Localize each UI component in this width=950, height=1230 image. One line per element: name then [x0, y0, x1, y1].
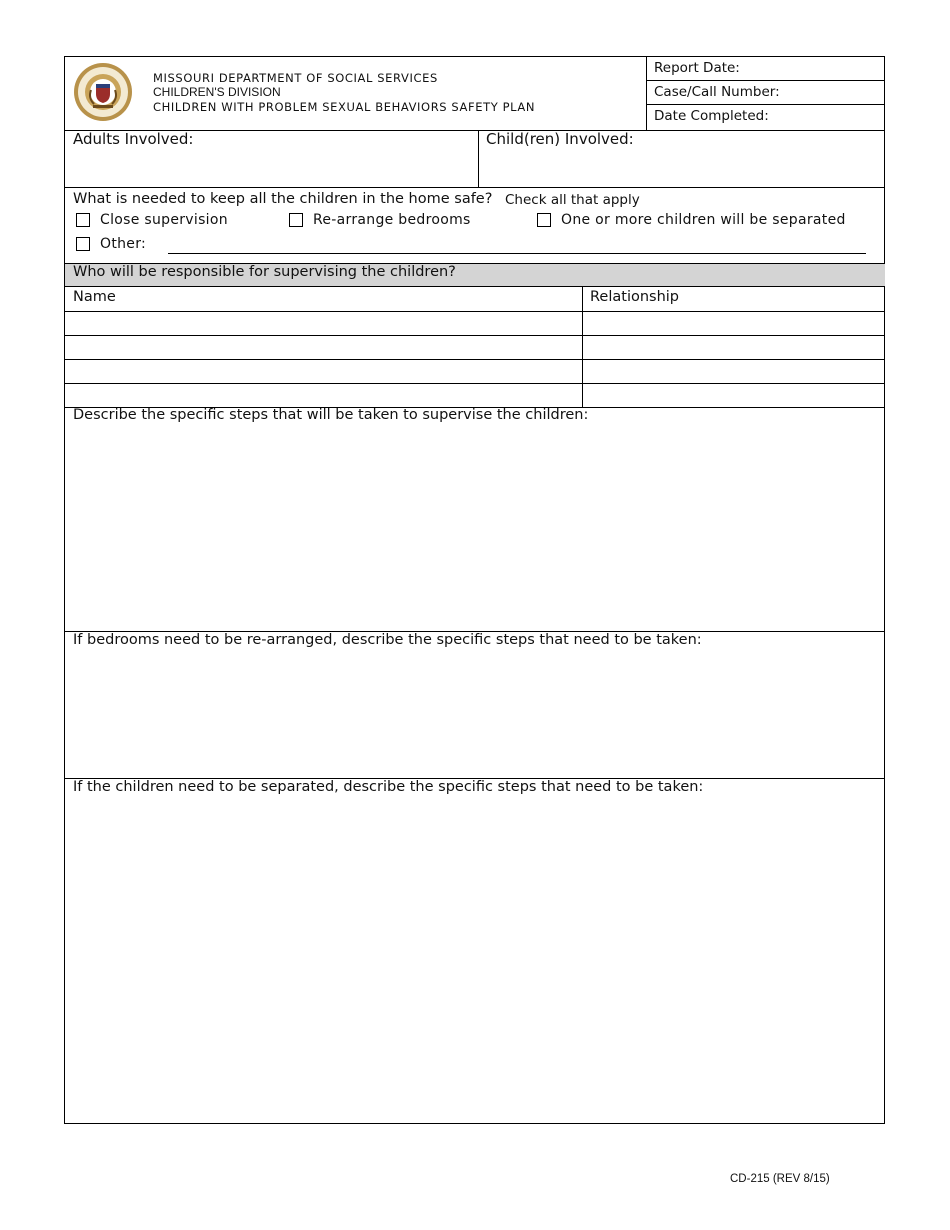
adults-involved-field[interactable]: Adults Involved:	[73, 130, 194, 148]
safety-question: What is needed to keep all the children in the home safe?	[73, 191, 493, 207]
case-call-number-field[interactable]: Case/Call Number:	[654, 84, 780, 100]
form-number: CD-215 (REV 8/15)	[730, 1173, 830, 1185]
missouri-seal-icon	[73, 62, 133, 122]
children-separated-label: One or more children will be separated	[561, 212, 846, 228]
supervisor-row-2[interactable]	[65, 335, 885, 359]
date-completed-field[interactable]: Date Completed:	[654, 108, 769, 124]
supervise-steps-label: Describe the specific steps that will be taken to supervise the children:	[73, 407, 589, 423]
department-name: MISSOURI DEPARTMENT OF SOCIAL SERVICES	[153, 71, 438, 85]
rearrange-bedrooms-label: Re-arrange bedrooms	[313, 212, 471, 228]
other-input-line[interactable]	[168, 253, 866, 254]
bedroom-steps-label: If bedrooms need to be re-arranged, describe the specific steps that need to be taken:	[73, 632, 702, 648]
children-separated-checkbox[interactable]	[537, 213, 551, 227]
report-date-field[interactable]: Report Date:	[654, 60, 740, 76]
supervise-steps-area[interactable]	[65, 407, 885, 631]
division-name: CHILDREN'S DIVISION	[153, 85, 281, 99]
rearrange-bedrooms-checkbox[interactable]	[289, 213, 303, 227]
relationship-column-header: Relationship	[590, 289, 680, 305]
other-label: Other:	[100, 236, 147, 252]
other-checkbox[interactable]	[76, 237, 90, 251]
supervisors-heading: Who will be responsible for supervising the children?	[73, 264, 456, 280]
close-supervision-label: Close supervision	[100, 212, 228, 228]
separation-steps-label: If the children need to be separated, describe the specific steps that need to be taken:	[73, 779, 704, 795]
form-title: CHILDREN WITH PROBLEM SEXUAL BEHAVIORS SAFETY PLAN	[153, 100, 536, 114]
supervisor-row-3[interactable]	[65, 359, 885, 383]
separation-steps-area[interactable]	[65, 778, 885, 1123]
check-all-instruction: Check all that apply	[505, 192, 640, 208]
bedroom-steps-area[interactable]	[65, 631, 885, 778]
supervisor-row-4[interactable]	[65, 383, 885, 407]
name-column-header: Name	[73, 289, 116, 305]
children-involved-field[interactable]: Child(ren) Involved:	[486, 130, 634, 148]
safety-plan-form	[64, 56, 885, 1124]
supervisor-row-1[interactable]	[65, 311, 885, 335]
close-supervision-checkbox[interactable]	[76, 213, 90, 227]
